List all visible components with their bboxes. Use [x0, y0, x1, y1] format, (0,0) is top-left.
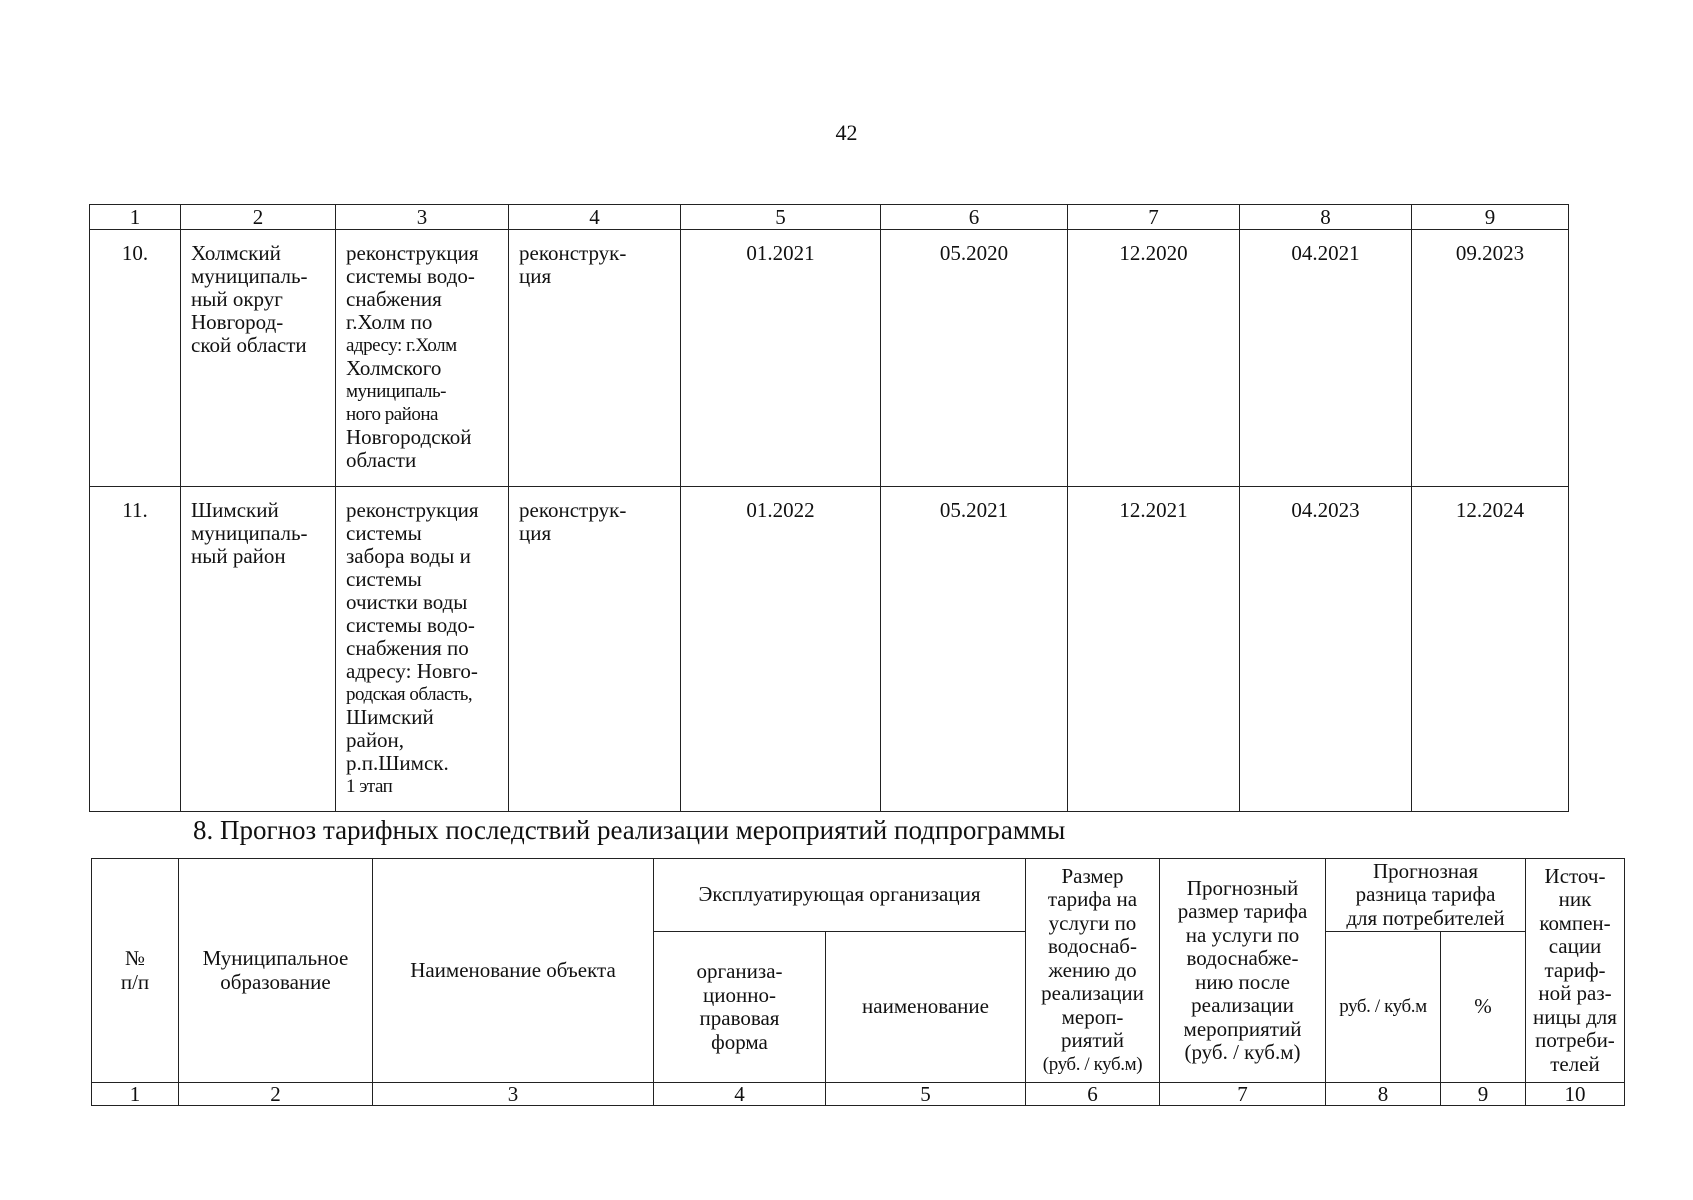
header-legal-form — [654, 932, 826, 1083]
text-line: потреби- — [1535, 1028, 1615, 1053]
text-line: для потребителей — [1346, 905, 1505, 930]
text-line: ционно- — [703, 982, 776, 1007]
header-compensation-source — [1526, 859, 1625, 1083]
section-heading: 8. Прогноз тарифных последствий реализации мероприятий подпрограммы — [193, 815, 1066, 845]
column-number: 4 — [654, 1083, 826, 1106]
measures-schedule-table — [89, 204, 1569, 812]
date-cell: 09.2023 — [1412, 230, 1569, 487]
header-operator-name: наименование — [826, 932, 1026, 1083]
column-number: 10 — [1526, 1083, 1625, 1106]
text-line: разница тарифа — [1355, 882, 1496, 907]
text-line: ция — [519, 521, 552, 545]
page-number: 42 — [835, 120, 858, 145]
text-line: ницы для — [1533, 1004, 1617, 1029]
text-line: водоснабже- — [1186, 946, 1299, 970]
column-number: 5 — [826, 1083, 1026, 1106]
text-line: Прогнозная — [1372, 858, 1479, 883]
text-line: родская область, — [346, 684, 473, 705]
text-line: ской области — [191, 333, 307, 357]
municipality-cell — [181, 487, 336, 812]
text-line: системы водо- — [346, 613, 475, 637]
column-number: 1 — [90, 205, 181, 230]
column-number: 7 — [1160, 1083, 1326, 1106]
text-line: Прогнозный — [1186, 875, 1299, 900]
text-line: р.п.Шимск. — [346, 751, 449, 775]
date-cell: 12.2020 — [1068, 230, 1240, 487]
row-number: 11. — [90, 487, 181, 812]
text-line: реализации — [1041, 981, 1144, 1006]
text-line: реконструк- — [519, 498, 627, 522]
text-line: размер тарифа — [1177, 899, 1308, 923]
text-line: муниципаль- — [346, 381, 446, 402]
text-line: риятий — [1060, 1028, 1125, 1053]
column-number: 8 — [1326, 1083, 1441, 1106]
header-tariff-before — [1026, 859, 1160, 1083]
text-line: телей — [1550, 1051, 1600, 1076]
text-line: Размер — [1061, 863, 1124, 888]
text-line: ного района — [346, 404, 438, 425]
object-cell — [336, 487, 509, 812]
text-line: тарифа на — [1047, 887, 1138, 912]
text-line: образование — [220, 969, 331, 994]
text-line: организа- — [696, 959, 783, 983]
column-number: 2 — [179, 1083, 373, 1106]
column-number: 2 — [181, 205, 336, 230]
column-number: 5 — [681, 205, 881, 230]
column-number-row — [90, 205, 1569, 230]
tariff-forecast-table — [91, 858, 1625, 1106]
text-line: ный округ — [191, 287, 283, 311]
date-cell: 04.2023 — [1240, 487, 1412, 812]
text-line: водоснаб- — [1048, 934, 1137, 959]
header-operator-group: Эксплуатирующая организация — [654, 859, 1026, 932]
text-line: (руб. / куб.м) — [1042, 1053, 1143, 1075]
column-number: 6 — [881, 205, 1068, 230]
text-line: сации — [1548, 934, 1602, 959]
date-cell: 05.2021 — [881, 487, 1068, 812]
header-tariff-after — [1160, 859, 1326, 1083]
text-line: реконструкция — [346, 498, 479, 522]
text-line: очистки воды — [346, 590, 468, 614]
text-line: правовая — [699, 1006, 780, 1030]
work-type-cell — [509, 230, 681, 487]
column-number: 9 — [1441, 1083, 1526, 1106]
date-cell: 01.2021 — [681, 230, 881, 487]
text-line: адресу: г.Холм — [346, 335, 457, 356]
text-line: Шимский — [191, 498, 279, 522]
header-row — [92, 859, 1625, 932]
text-line: Муниципальное — [202, 946, 349, 970]
row-number: 10. — [90, 230, 181, 487]
text-line: жению до — [1048, 957, 1137, 982]
text-line: мероприятий — [1183, 1016, 1302, 1041]
column-number: 1 — [92, 1083, 179, 1106]
text-line: снабжения — [346, 287, 442, 311]
text-line: реализации — [1191, 993, 1294, 1017]
text-line: ция — [519, 264, 552, 288]
text-line: № — [124, 946, 146, 970]
text-line: забора воды и — [346, 544, 471, 568]
date-cell: 12.2024 — [1412, 487, 1569, 812]
text-line: ной раз- — [1538, 981, 1612, 1006]
table-row — [90, 230, 1569, 487]
municipality-cell — [181, 230, 336, 487]
text-line: ный район — [191, 544, 286, 568]
column-number-row — [92, 1083, 1625, 1106]
text-line: Холмский — [191, 241, 281, 265]
column-number: 9 — [1412, 205, 1569, 230]
date-cell: 12.2021 — [1068, 487, 1240, 812]
text-line: форма — [711, 1029, 768, 1054]
text-line: системы — [346, 567, 422, 591]
text-line: муниципаль- — [191, 264, 308, 288]
text-line: Новгородской — [346, 425, 472, 449]
text-line: Холмского — [346, 356, 442, 380]
date-cell: 01.2022 — [681, 487, 881, 812]
text-line: снабжения по — [346, 636, 469, 660]
column-number: 6 — [1026, 1083, 1160, 1106]
text-line: район, — [346, 728, 405, 752]
text-line: мероп- — [1061, 1004, 1124, 1029]
column-number: 8 — [1240, 205, 1412, 230]
text-line: г.Холм по — [346, 310, 433, 334]
column-number: 3 — [373, 1083, 654, 1106]
header-tariff-difference-group — [1326, 859, 1526, 932]
text-line: (руб. / куб.м) — [1184, 1040, 1301, 1064]
text-line: услуги по — [1048, 910, 1137, 935]
text-line: реконструк- — [519, 241, 627, 265]
column-number: 3 — [336, 205, 509, 230]
column-number: 7 — [1068, 205, 1240, 230]
text-line: ник — [1558, 887, 1592, 912]
text-line: муниципаль- — [191, 521, 308, 545]
text-line: на услуги по — [1185, 922, 1300, 947]
date-cell: 05.2020 — [881, 230, 1068, 487]
text-line: компен- — [1539, 910, 1611, 935]
text-line: реконструкция — [346, 241, 479, 265]
text-line: Новгород- — [191, 310, 284, 334]
text-line: области — [346, 448, 417, 472]
header-difference-rub: руб. / куб.м — [1326, 932, 1441, 1083]
header-difference-percent: % — [1441, 932, 1526, 1083]
table-row — [90, 487, 1569, 812]
header-object-name: Наименование объекта — [373, 859, 654, 1083]
text-line: нию после — [1195, 969, 1290, 994]
object-cell — [336, 230, 509, 487]
text-line: Шимский — [346, 705, 434, 729]
text-line: системы водо- — [346, 264, 475, 288]
work-type-cell — [509, 487, 681, 812]
text-line: тариф- — [1544, 957, 1606, 982]
text-line: 1 этап — [346, 776, 393, 797]
header-number — [92, 859, 179, 1083]
text-line: Источ- — [1544, 863, 1606, 888]
text-line: системы — [346, 521, 422, 545]
text-line: п/п — [120, 969, 150, 994]
column-number: 4 — [509, 205, 681, 230]
header-municipality — [179, 859, 373, 1083]
date-cell: 04.2021 — [1240, 230, 1412, 487]
text-line: адресу: Новго- — [346, 659, 478, 683]
